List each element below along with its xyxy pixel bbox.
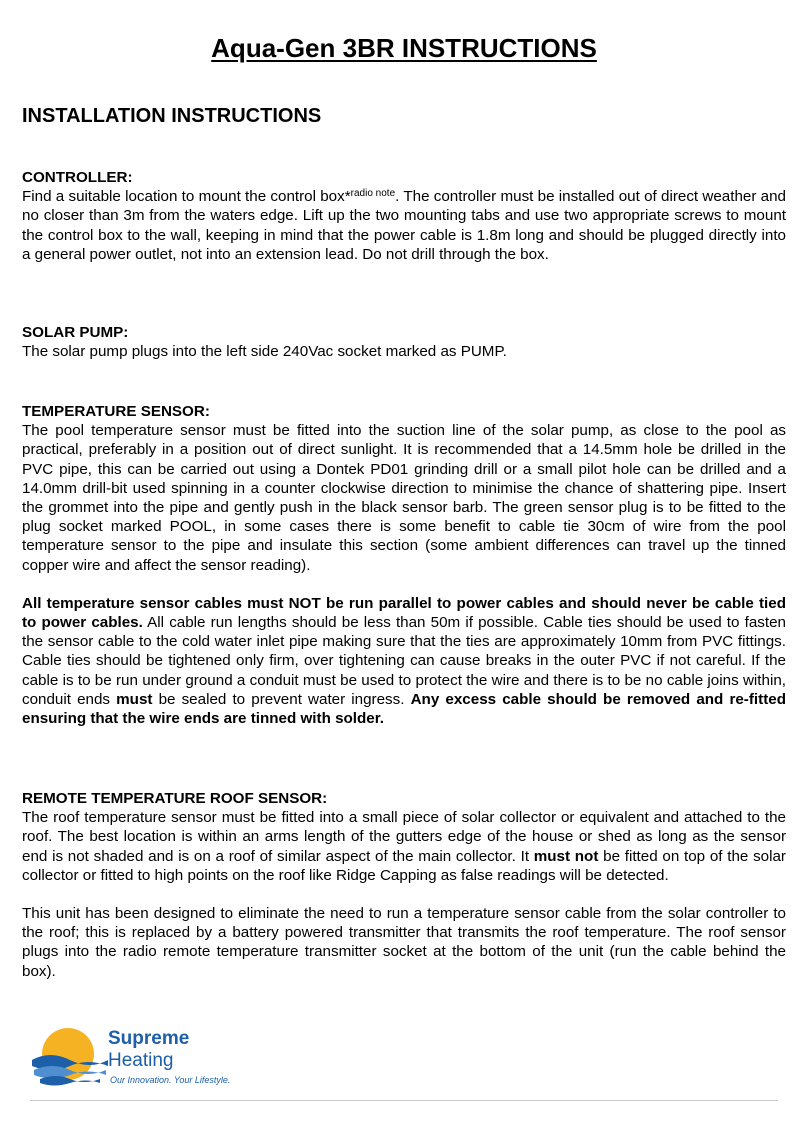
- temperature-sensor-text: The pool temperature sensor must be fitted into the suction line of the solar pump, as close to the pool as practical, preferably in a position out of direct sunlight. It is recommended that a 14.5mm hole be drilled in the PVC pipe, this can be carried out using a Dontek PD01 grinding drill or a small pilot hole can be drilled and a 14.0mm drill-bit used spinning in a counter clockwise direction to minimise the chance of shattering pipe. Insert the grommet into the pipe and gently push in the black sensor barb. The green sensor plug is to be fitted to the plug socket marked POOL, in some cases there is some benefit to cable tie 30cm of wire from the pool temperature sensor to the pipe and insulate this section (some ambient differences can travel up the tinned copper wire and affect the sensor reading).: [22, 422, 786, 574]
- logo-name-1: Supreme: [108, 1028, 190, 1049]
- solar-pump-section: [22, 323, 786, 361]
- sun-wave-icon: [30, 1020, 110, 1090]
- remote-sensor-heading: REMOTE TEMPERATURE ROOF SENSOR:: [22, 790, 328, 807]
- temperature-sensor-section: [22, 402, 786, 728]
- controller-section: [22, 168, 786, 264]
- solar-pump-heading: SOLAR PUMP:: [22, 324, 129, 341]
- page-title: Aqua-Gen 3BR INSTRUCTIONS: [211, 33, 597, 63]
- cable-warning-text: All temperature sensor cables must NOT be run parallel to power cables and should never be cable tied to power cables. All cable run lengths should be less than 50m if possible. Cable ties should be used to fasten the sensor cable to the cold water inlet pipe making sure that the ties are approximately 10mm from PVC fittings. Cable ties should be tightened only firm, over tightening can cause breaks in the outer PVC if not careful. If the cable is to be run under ground a conduit must be used to protect the wire and there is to be no cable joins within, conduit ends must be sealed to prevent water ingress. Any excess cable should be removed and re-fitted ensuring that the wire ends are tinned with solder.: [22, 594, 786, 728]
- logo-tagline: Our Innovation. Your Lifestyle.: [110, 1075, 231, 1085]
- remote-sensor-section: [22, 789, 786, 981]
- section-heading: INSTALLATION INSTRUCTIONS: [22, 105, 322, 127]
- logo-name-2: Heating: [108, 1050, 174, 1071]
- controller-heading: CONTROLLER:: [22, 169, 133, 186]
- supreme-heating-logo: [30, 1020, 231, 1090]
- remote-sensor-text: The roof temperature sensor must be fitted into a small piece of solar collector or equivalent and attached to the roof. The best location is within an arms length of the gutters edge of the house or shed as long as the sensor end is not shaded and is on a roof of similar aspect of the main collector. It must not be fitted on top of the solar collector or fitted to high points on the roof like Ridge Capping as false readings will be detected.: [22, 809, 786, 884]
- solar-pump-text: The solar pump plugs into the left side 240Vac socket marked as PUMP.: [22, 343, 507, 361]
- remote-sensor-text-2: This unit has been designed to eliminate the need to run a temperature sensor cable from the solar controller to the roof; this is replaced by a battery powered transmitter that transmits the roof temperature. The roof sensor plugs into the radio remote temperature transmitter socket at the bottom of the unit (run the cable behind the box).: [22, 905, 786, 980]
- controller-text: Find a suitable location to mount the control box*$^{radio note}$. The controller must be installed out of direct weather and no closer than 3m from the waters edge. Lift up the two mounting tabs and use two appropriate screws to mount the control box to the wall, keeping in mind that the power cable is 1.8m long and should be plugged directly into a general power outlet, not into an extension lead. Do not drill through the box.: [22, 188, 787, 263]
- temperature-sensor-heading: TEMPERATURE SENSOR:: [22, 403, 210, 420]
- footer-divider: [30, 1100, 778, 1101]
